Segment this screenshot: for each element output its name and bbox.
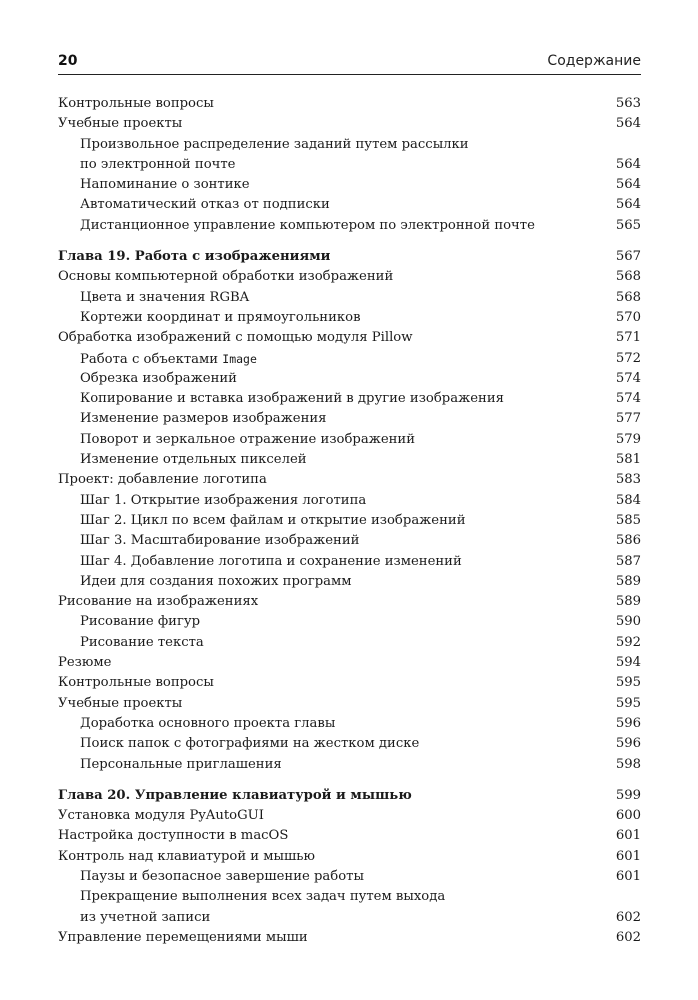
toc-entry-title <box>58 267 393 287</box>
toc-entry-title-text: Изменение отдельных пикселей <box>80 452 307 468</box>
toc-entry <box>58 450 641 470</box>
toc-entry-title-text: Идеи для создания похожих программ <box>80 573 352 589</box>
toc-entry-title <box>58 491 366 511</box>
toc-entry-title <box>58 714 335 734</box>
toc-entry-page: 585 <box>615 512 641 528</box>
toc-entry-title-text: Работа с объектами <box>80 351 223 367</box>
toc-entry-title-text: Доработка основного проекта главы <box>80 715 336 731</box>
toc-entry-page: 564 <box>615 177 641 193</box>
toc-entry-title <box>58 694 182 714</box>
toc-entry-title <box>58 175 250 195</box>
toc-entry-title <box>58 195 330 215</box>
toc-entry-title-text: Контроль над клавиатурой и мышью <box>58 848 315 864</box>
toc-entry-page: 600 <box>615 808 641 824</box>
toc-entry-title <box>58 450 307 470</box>
toc-entry-page: 570 <box>615 309 641 325</box>
toc-entry-title <box>58 349 257 370</box>
toc-entry <box>58 826 641 846</box>
toc-entry-title-text: Напоминание о зонтике <box>80 177 250 193</box>
toc-entry-title <box>58 786 412 806</box>
table-of-contents <box>58 94 641 948</box>
toc-entry-page: 563 <box>615 96 641 111</box>
toc-entry <box>58 195 641 215</box>
page-number: 20 <box>58 53 78 69</box>
toc-entry-title-text: Произвольное распределение заданий путем рассылки <box>80 136 469 152</box>
toc-entry-title-text: Управление перемещениями мыши <box>58 929 308 945</box>
toc-entry <box>58 847 641 867</box>
toc-entry-page: 574 <box>615 370 641 386</box>
toc-entry-title <box>58 369 237 389</box>
toc-entry <box>58 369 641 389</box>
toc-entry-title <box>58 572 352 592</box>
toc-entry-title-text: Рисование текста <box>80 634 204 650</box>
toc-entry <box>58 308 641 328</box>
toc-entry <box>58 633 641 653</box>
toc-entry-title <box>58 430 415 450</box>
toc-entry <box>58 94 641 114</box>
toc-entry <box>58 135 641 176</box>
toc-entry-title-text: Учебные проекты <box>58 116 183 132</box>
toc-entry <box>58 552 641 572</box>
toc-entry <box>58 114 641 134</box>
toc-entry-page: 564 <box>615 156 641 172</box>
toc-chapter-entry <box>58 786 641 806</box>
toc-entry-title-text: Обработка изображений с помощью модуля Pillow <box>58 330 413 346</box>
toc-entry <box>58 430 641 450</box>
toc-entry-page: 595 <box>615 695 641 711</box>
toc-entry <box>58 887 641 928</box>
toc-entry-title-text: Настройка доступности в macOS <box>58 828 289 844</box>
toc-entry-title <box>58 552 462 572</box>
toc-entry-title <box>58 531 359 551</box>
toc-entry-title <box>58 612 200 632</box>
toc-entry-page: 579 <box>615 431 641 447</box>
toc-entry-title <box>58 94 214 114</box>
toc-entry <box>58 653 641 673</box>
toc-entry <box>58 592 641 612</box>
toc-entry-page: 572 <box>615 350 641 366</box>
toc-entry-title-text: Персональные приглашения <box>80 756 282 772</box>
toc-entry-page: 592 <box>615 634 641 650</box>
toc-entry-title-text: Поворот и зеркальное отражение изображений <box>80 431 415 447</box>
toc-entry-page: 596 <box>615 736 641 752</box>
toc-entry-title-text: Автоматический отказ от подписки <box>80 197 330 213</box>
toc-entry-page: 581 <box>615 452 641 468</box>
toc-entry <box>58 673 641 693</box>
toc-entry-title-text: Рисование фигур <box>80 614 201 630</box>
toc-entry-page: 565 <box>615 217 641 233</box>
toc-entry-title <box>58 409 326 429</box>
toc-entry <box>58 288 641 308</box>
toc-entry-title <box>58 734 419 754</box>
toc-entry-title-text: Глава 20. Управление клавиатурой и мышью <box>58 787 412 803</box>
toc-entry-page: 602 <box>615 929 641 945</box>
toc-entry-page: 568 <box>615 269 641 285</box>
toc-entry <box>58 734 641 754</box>
toc-entry <box>58 267 641 287</box>
toc-entry-title-text: Цвета и значения RGBA <box>80 289 250 305</box>
toc-entry-title <box>58 928 308 948</box>
toc-entry-title-text: Поиск папок с фотографиями на жестком диске <box>80 736 420 752</box>
running-title: Содержание <box>547 53 641 69</box>
toc-entry-page: 595 <box>615 675 641 691</box>
toc-entry-page: 601 <box>615 848 641 864</box>
toc-entry-page: 602 <box>615 909 641 925</box>
toc-entry <box>58 491 641 511</box>
toc-entry-title-text: Прекращение выполнения всех задач путем выхода <box>80 889 446 905</box>
toc-entry-title-continuation: по электронной почте <box>80 156 236 172</box>
toc-entry <box>58 328 641 348</box>
toc-entry <box>58 755 641 775</box>
toc-entry-title <box>58 673 214 693</box>
toc-entry <box>58 572 641 592</box>
toc-entry-title-text: Резюме <box>58 655 112 671</box>
toc-entry-title-text: Изменение размеров изображения <box>80 411 327 427</box>
toc-entry <box>58 928 641 948</box>
toc-entry-title-text: Паузы и безопасное завершение работы <box>80 868 364 884</box>
toc-entry-title-text: Шаг 2. Цикл по всем файлам и открытие изображений <box>80 512 466 528</box>
toc-entry-title-text: Обрезка изображений <box>80 370 237 386</box>
toc-entry-title-text: Основы компьютерной обработки изображений <box>58 269 394 285</box>
toc-entry-title <box>58 633 204 653</box>
toc-entry-page: 601 <box>615 828 641 844</box>
toc-entry-page: 589 <box>615 594 641 610</box>
toc-entry <box>58 216 641 236</box>
toc-entry-title-text: Учебные проекты <box>58 695 183 711</box>
toc-entry <box>58 470 641 490</box>
toc-entry-title <box>58 247 330 267</box>
toc-entry <box>58 175 641 195</box>
toc-entry-page: 594 <box>615 655 641 671</box>
toc-entry-page: 589 <box>615 573 641 589</box>
toc-entry-title <box>58 592 258 612</box>
toc-entry-title <box>58 114 182 134</box>
toc-entry-page: 583 <box>615 472 641 488</box>
toc-entry-title-text: Установка модуля PyAutoGUI <box>58 808 264 824</box>
toc-entry-title-text: Контрольные вопросы <box>58 96 214 111</box>
toc-entry-title-text: Шаг 4. Добавление логотипа и сохранение изменений <box>80 553 462 569</box>
toc-entry-title <box>58 328 413 348</box>
toc-entry-title <box>58 887 445 928</box>
toc-entry <box>58 612 641 632</box>
toc-entry-title-text: Контрольные вопросы <box>58 675 214 691</box>
toc-entry <box>58 409 641 429</box>
toc-entry-page: 574 <box>615 391 641 407</box>
toc-entry-page: 577 <box>615 411 641 427</box>
toc-entry-title-text: Шаг 1. Открытие изображения логотипа <box>80 492 367 508</box>
toc-entry-page: 568 <box>615 289 641 305</box>
toc-entry-title-continuation: из учетной записи <box>80 909 211 925</box>
toc-entry <box>58 389 641 409</box>
toc-entry <box>58 349 641 369</box>
toc-entry-title <box>58 867 364 887</box>
toc-entry-page: 571 <box>615 330 641 346</box>
toc-entry-title-text: Глава 19. Работа с изображениями <box>58 249 331 265</box>
toc-entry-title-text: Шаг 3. Масштабирование изображений <box>80 533 360 549</box>
toc-entry-page: 564 <box>615 116 641 132</box>
toc-entry-title <box>58 389 504 409</box>
toc-entry-title-text: Дистанционное управление компьютером по электронной почте <box>80 217 535 233</box>
toc-entry-page: 601 <box>615 868 641 884</box>
page-header <box>58 52 641 75</box>
toc-entry-title <box>58 755 282 775</box>
toc-entry <box>58 511 641 531</box>
toc-entry-page: 587 <box>615 553 641 569</box>
toc-entry <box>58 867 641 887</box>
toc-entry <box>58 714 641 734</box>
toc-entry-title <box>58 826 288 846</box>
toc-entry-page: 599 <box>615 787 641 803</box>
toc-entry-title <box>58 288 249 308</box>
toc-entry-title <box>58 847 315 867</box>
toc-entry-title <box>58 470 267 490</box>
toc-entry-page: 586 <box>615 533 641 549</box>
toc-entry-title <box>58 135 469 176</box>
toc-entry-title <box>58 308 361 328</box>
toc-entry-title <box>58 511 465 531</box>
toc-entry-title-text: Рисование на изображениях <box>58 594 259 610</box>
toc-entry-page: 564 <box>615 197 641 213</box>
toc-entry <box>58 806 641 826</box>
toc-entry-page: 590 <box>615 614 641 630</box>
toc-entry-page: 598 <box>615 756 641 772</box>
toc-entry <box>58 531 641 551</box>
toc-entry-title-text: Проект: добавление логотипа <box>58 472 267 488</box>
toc-entry <box>58 694 641 714</box>
toc-entry-title-text: Кортежи координат и прямоугольников <box>80 309 361 325</box>
toc-entry-title <box>58 653 111 673</box>
toc-entry-page: 584 <box>615 492 641 508</box>
toc-chapter-entry <box>58 247 641 267</box>
toc-entry-title-text: Копирование и вставка изображений в другие изображения <box>80 391 504 407</box>
toc-entry-page: 596 <box>615 715 641 731</box>
toc-entry-title <box>58 216 535 236</box>
toc-entry-title <box>58 806 264 826</box>
toc-entry-page: 567 <box>615 249 641 265</box>
toc-entry-code: Image <box>222 351 257 366</box>
